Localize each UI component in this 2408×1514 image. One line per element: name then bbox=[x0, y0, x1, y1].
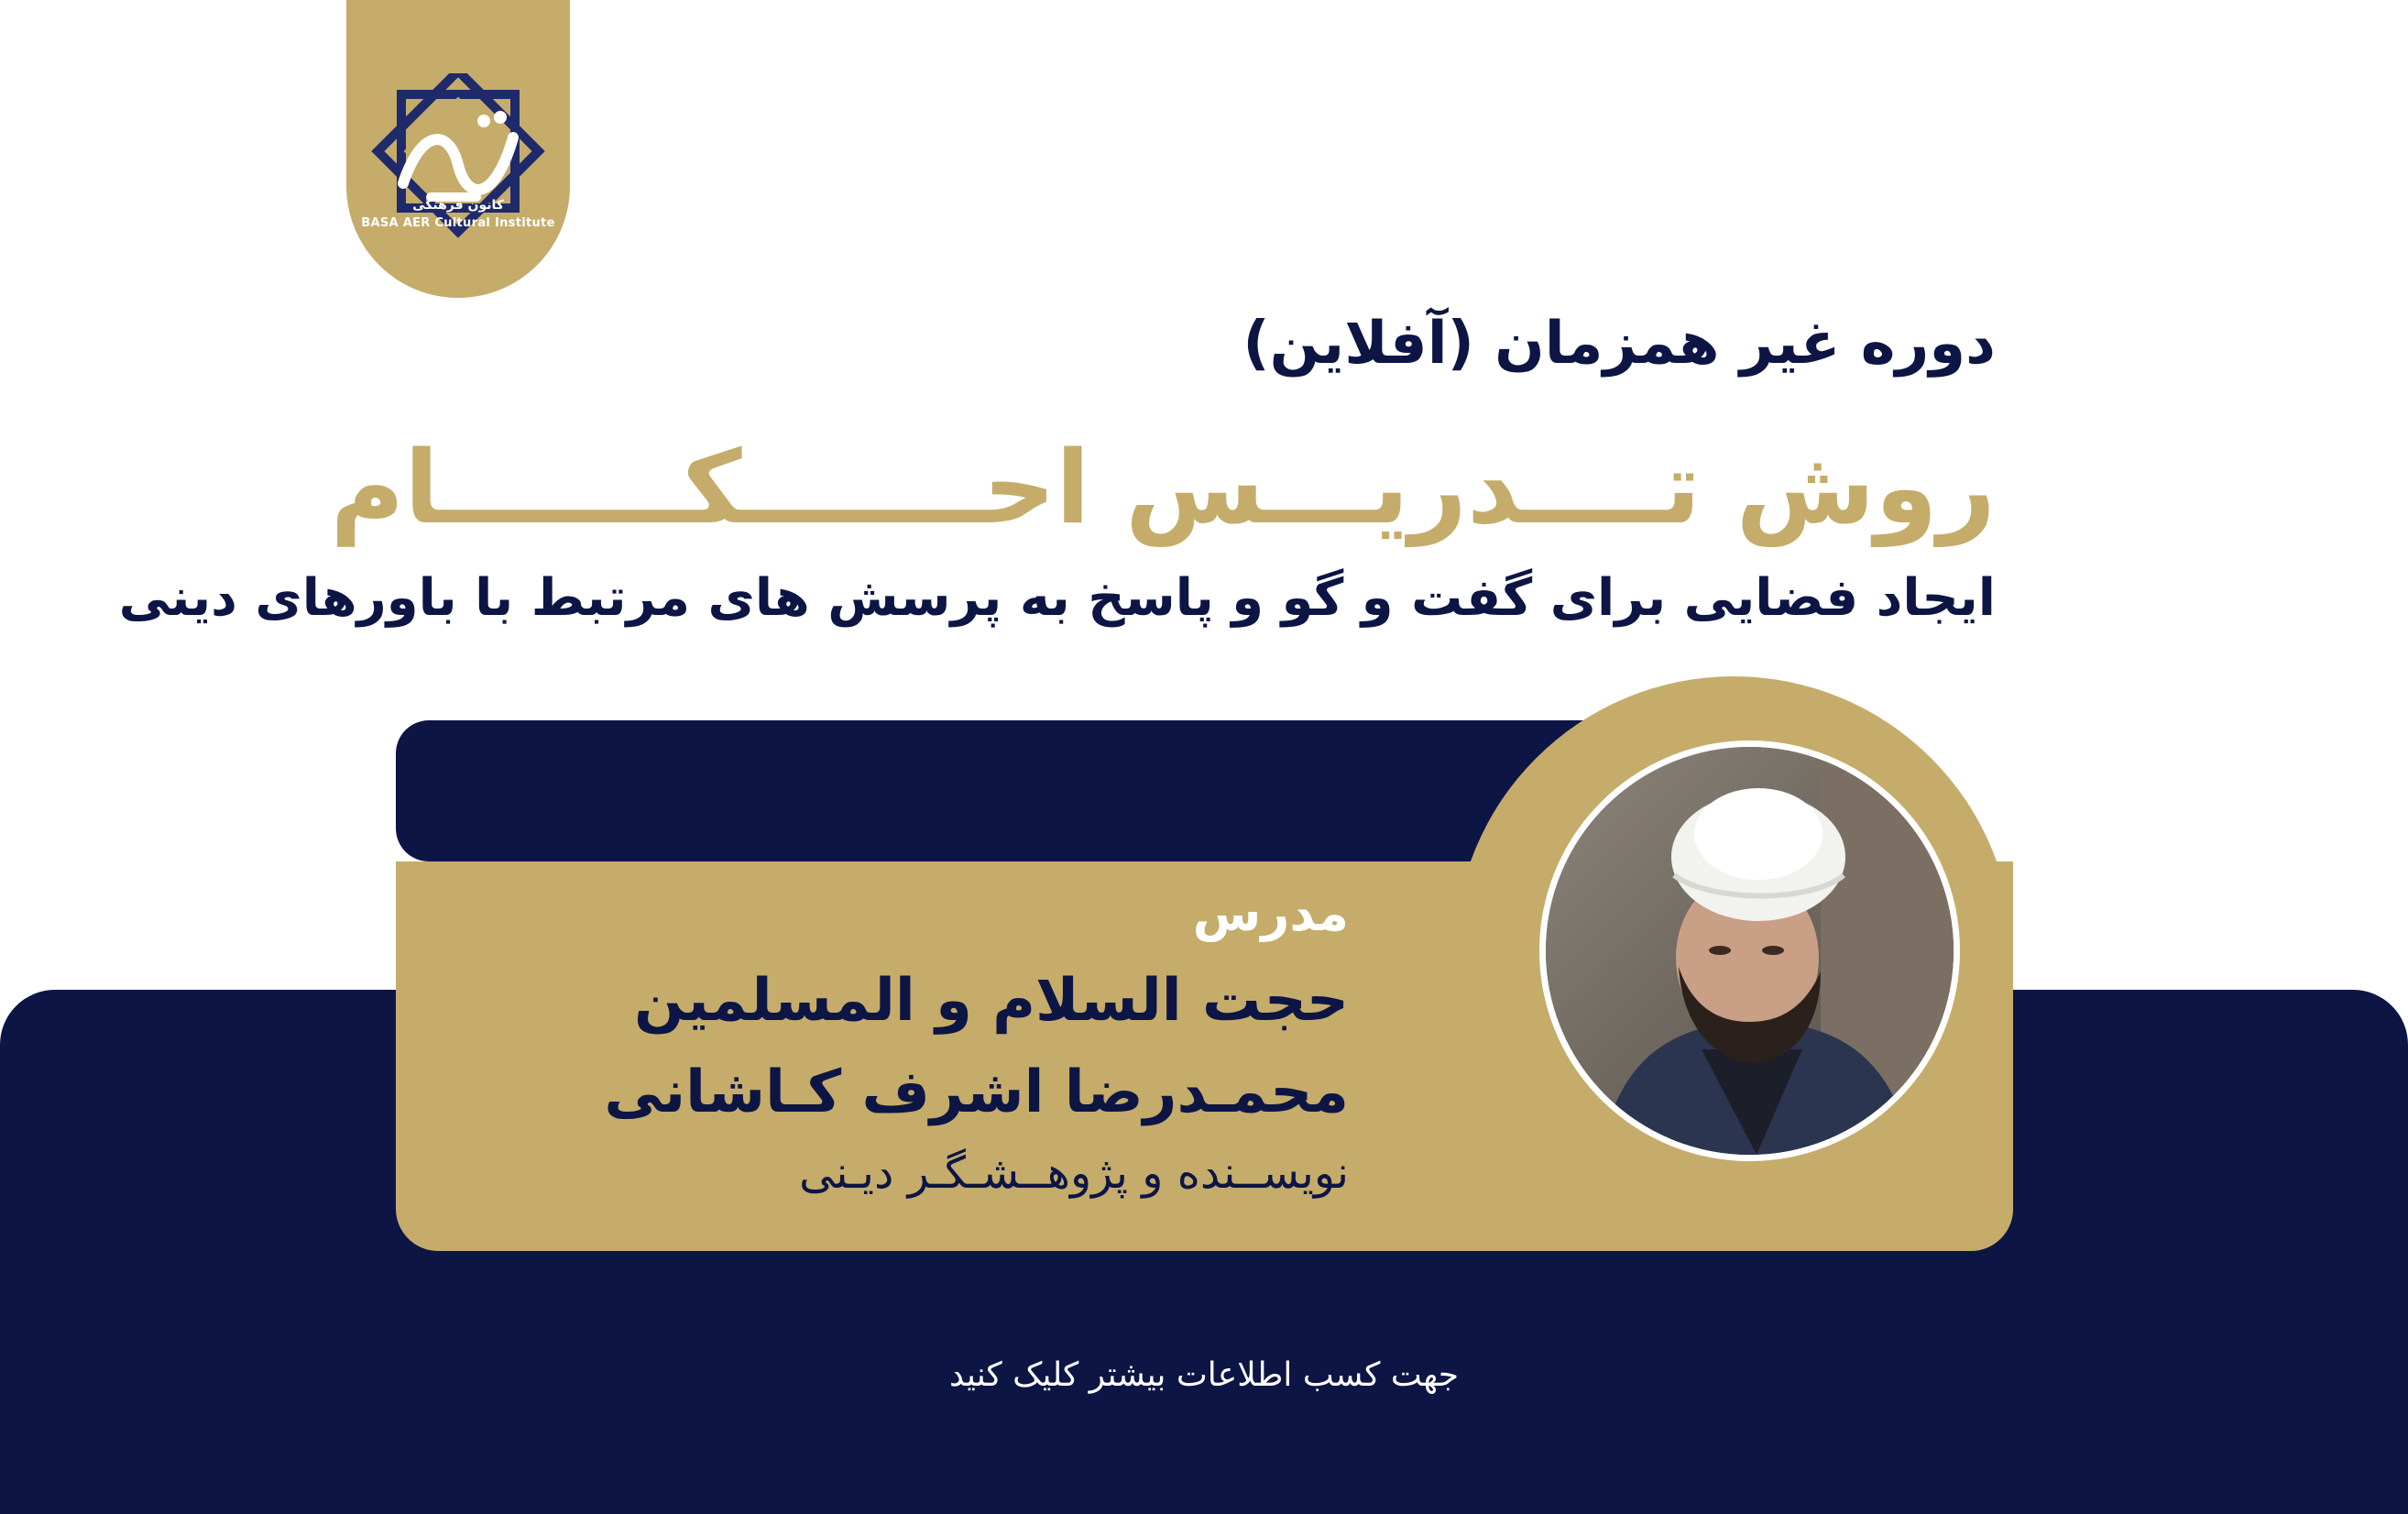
lecturer-label: مدرس bbox=[1192, 884, 1349, 942]
lecturer-portrait-icon bbox=[1546, 747, 1954, 1155]
lecturer-role: نویســنده و پژوهــشـگـر دیـنی bbox=[799, 1147, 1349, 1199]
logo-tab bbox=[346, 0, 570, 298]
lecturer-name: محمـدرضا اشرف کـاشانی bbox=[604, 1059, 1349, 1126]
lecturer-portrait bbox=[1539, 741, 1960, 1161]
logo-caption-fa: کانون فرهنگی bbox=[412, 198, 504, 213]
course-description: ایجاد فضایی برای گفت و گو و پاسخ به پرسش های مرتبط با باورهای دینی bbox=[118, 568, 1996, 628]
course-title: روش تــــدریـــس احـــــــکـــــــام bbox=[330, 429, 1996, 546]
card-header-bar bbox=[396, 720, 1614, 861]
lecturer-honorific: حجت السلام و المسلمین bbox=[634, 967, 1349, 1035]
logo-caption-en: BASA AER Cultural Institute bbox=[361, 216, 555, 230]
more-info-link[interactable]: جهت کسب اطلاعات بیشتر کلیک کنید bbox=[948, 1356, 1460, 1394]
course-type: دوره غیر همزمان (آفلاین) bbox=[1242, 310, 1996, 378]
